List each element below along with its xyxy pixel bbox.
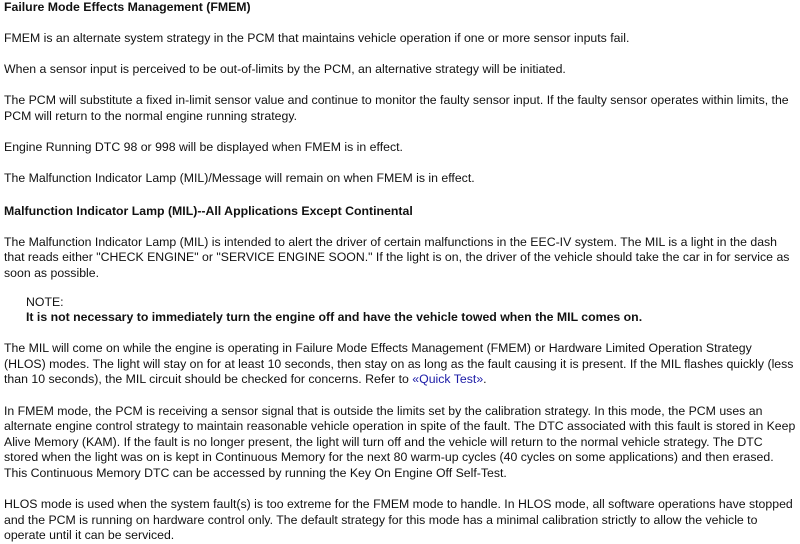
- paragraph-mil-operation: [4, 341, 796, 388]
- note-label: NOTE:: [26, 294, 64, 309]
- section-heading-fmem: Failure Mode Effects Management (FMEM): [4, 0, 251, 14]
- paragraph-dtc-display: Engine Running DTC 98 or 998 will be displayed when FMEM is in effect.: [4, 139, 403, 154]
- note-block: [26, 295, 796, 326]
- section-heading-mil: Malfunction Indicator Lamp (MIL)--All Applications Except Continental: [4, 203, 413, 218]
- paragraph-mil-intro: The Malfunction Indicator Lamp (MIL) is intended to alert the driver of certain malfunctions in the EEC-IV system. The MIL is a light in the dash that reads either "CHECK ENGINE" or "SERVICE ENGINE SOON." If the light is on, the driver of the vehicle should take the car in for service as soon as possible.: [4, 234, 790, 280]
- paragraph-hlos-mode: HLOS mode is used when the system fault(s) is too extreme for the FMEM mode to handle. In HLOS mode, all software operations have stopped and the PCM is running on hardware control only. The default strategy for this mode has a minimal calibration strictly to allow the vehicle to operate until it can be serviced.: [4, 496, 793, 543]
- quick-test-link[interactable]: «Quick Test»: [412, 372, 484, 387]
- paragraph-substitute-value: The PCM will substitute a fixed in-limit sensor value and continue to monitor the faulty sensor input. If the faulty sensor operates within limits, the PCM will return to the normal engine running strategy.: [4, 93, 789, 123]
- note-text: It is not necessary to immediately turn the engine off and have the vehicle towed when the MIL comes on.: [26, 310, 643, 325]
- paragraph-mil-operation-end: .: [483, 372, 487, 387]
- paragraph-fmem-mode: In FMEM mode, the PCM is receiving a sensor signal that is outside the limits set by the calibration strategy. In this mode, the PCM uses an alternate engine control strategy to maintain reasonable vehicle operation in spite of the fault. The DTC associated with this fault is stored in Keep Alive Memory (KAM). If the fault is no longer present, the light will turn off and the vehicle will return to the normal vehicle strategy. The DTC stored when the light was on is kept in Continuous Memory for the next 80 warm-up cycles (40 cycles on some applications) and then erased. This Continuous Memory DTC can be accessed by running the Key On Engine Off Self-Test.: [4, 403, 796, 480]
- paragraph-fmem-definition: FMEM is an alternate system strategy in the PCM that maintains vehicle operation if one or more sensor inputs fail.: [4, 31, 630, 46]
- paragraph-mil-remains-on: The Malfunction Indicator Lamp (MIL)/Message will remain on when FMEM is in effect.: [4, 171, 475, 186]
- paragraph-mil-operation-text: The MIL will come on while the engine is operating in Failure Mode Effects Management (FMEM) or Hardware Limited Operation Strategy (HLOS) modes. The light will stay on for at least 10 seconds, then stay on as long as the fault causing it is present. If the MIL flashes quickly (less than 10 seconds), the MIL circuit should be checked for concerns. Refer to: [4, 341, 794, 387]
- paragraph-out-of-limits: When a sensor input is perceived to be out-of-limits by the PCM, an alternative strategy will be initiated.: [4, 62, 566, 77]
